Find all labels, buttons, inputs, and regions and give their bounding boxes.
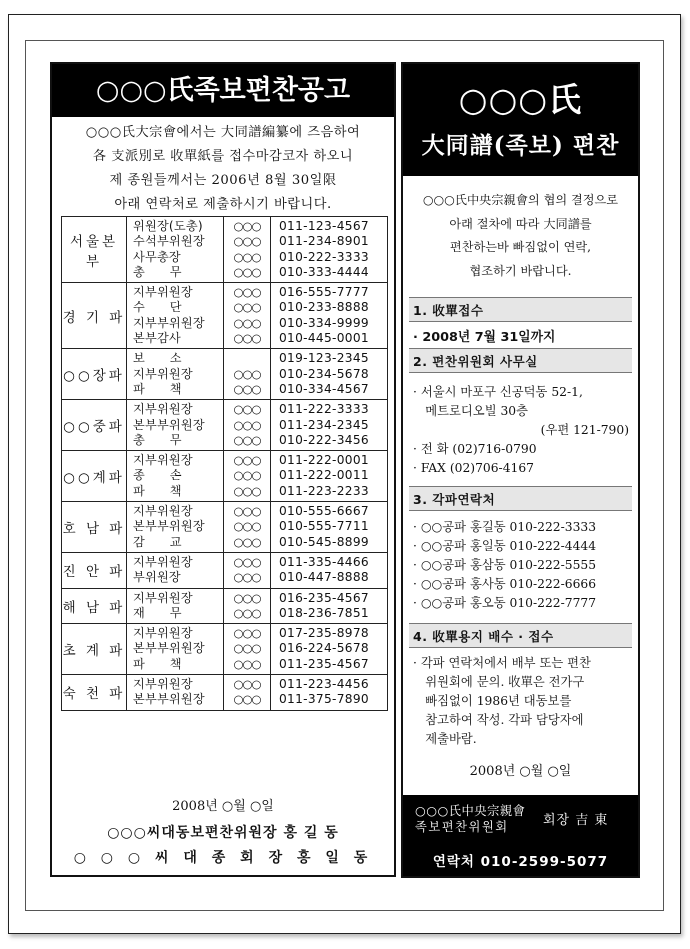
intro-line: ○○○氏大宗會에서는 大同譜編纂에 즈음하여 xyxy=(85,125,361,140)
section-line: 빠짐없이 1986년 대동보를 xyxy=(413,694,572,708)
region-cell: ○○중파 xyxy=(62,400,127,451)
name-line: ○○○ xyxy=(233,300,261,315)
names-cell xyxy=(224,675,271,711)
right-notice xyxy=(401,62,640,878)
role-line: 지부위원장 xyxy=(133,504,193,519)
name-line: ○○○ xyxy=(233,626,261,641)
section-line: 메트로디오빌 30층 xyxy=(413,404,529,418)
footer-org-2: 족보편찬위원회 xyxy=(415,820,509,834)
name-line: ○○○ xyxy=(233,641,261,656)
region-cell: 호 남 파 xyxy=(62,502,127,553)
left-notice xyxy=(50,62,396,877)
phone-line: 019-123-2345 xyxy=(279,351,369,366)
name-line: ○○○ xyxy=(233,249,261,264)
section-line: · ○○공파 홍삼동 010-222-5555 xyxy=(413,558,597,572)
table-row xyxy=(62,400,388,451)
name-line: ○○○ xyxy=(233,453,261,468)
table-row xyxy=(62,502,388,553)
phone-line: 011-123-4567 xyxy=(279,219,369,233)
roles-cell xyxy=(127,675,224,711)
phone-line: 016-555-7777 xyxy=(279,285,369,300)
role-line: 총 무 xyxy=(133,264,182,279)
roles-cell xyxy=(127,588,224,624)
section-line: · ○○공파 홍사동 010-222-6666 xyxy=(413,577,597,591)
region-cell: 경 기 파 xyxy=(62,283,127,349)
name-line: ○○○ xyxy=(233,381,261,396)
table-row xyxy=(62,552,388,588)
name-line: ○○○ xyxy=(233,219,261,233)
role-line: 본부부위원장 xyxy=(133,641,205,656)
phone-line: 010-334-9999 xyxy=(279,315,369,330)
section-line: · ○○공파 홍길동 010-222-3333 xyxy=(413,520,597,534)
contact-table xyxy=(61,216,388,711)
left-title: ○○○氏족보편찬공고 xyxy=(52,64,394,117)
role-line: 지부부위원장 xyxy=(133,315,205,330)
footer-org-1: ○○○氏中央宗親會 xyxy=(415,804,526,818)
right-intro xyxy=(403,189,638,283)
name-line: ○○○ xyxy=(233,402,261,417)
role-line: 총 무 xyxy=(133,432,182,447)
right-header-line-2: 大同譜(족보) 편찬 xyxy=(421,132,620,159)
table-row xyxy=(62,283,388,349)
intro-line: ○○○氏中央宗親會의 협의 결정으로 xyxy=(422,193,619,207)
region-cell: 진 안 파 xyxy=(62,552,127,588)
name-line: ○○○ xyxy=(233,417,261,432)
role-line: 지부위원장 xyxy=(133,453,193,468)
phone-line: 011-223-4456 xyxy=(279,677,369,692)
name-line: ○○○ xyxy=(233,264,261,279)
section-body xyxy=(413,383,635,478)
names-cell xyxy=(224,451,271,502)
intro-line: 아래 연락처로 제출하시기 바랍니다. xyxy=(114,197,332,212)
phone-line: 011-335-4466 xyxy=(279,554,369,569)
phones-cell xyxy=(271,588,388,624)
role-line: 본부부위원장 xyxy=(133,692,205,707)
names-cell xyxy=(224,502,271,553)
table-row xyxy=(62,217,388,283)
role-line: 사무총장 xyxy=(133,249,181,264)
role-line: 파 책 xyxy=(133,483,182,498)
role-line: 감 교 xyxy=(133,534,182,549)
names-cell xyxy=(224,217,271,283)
role-line: 본부부위원장 xyxy=(133,417,205,432)
right-date: 2008년 ○월 ○일 xyxy=(469,764,572,779)
phone-line: 010-545-8899 xyxy=(279,534,369,549)
phone-line: 010-555-7711 xyxy=(279,519,369,534)
role-line: 지부위원장 xyxy=(133,366,193,381)
name-line: ○○○ xyxy=(233,234,261,249)
role-line: 지부위원장 xyxy=(133,402,193,417)
section-title: 3. 각파연락처 xyxy=(409,486,632,511)
region-cell: ○○계파 xyxy=(62,451,127,502)
name-line: ○○○ xyxy=(233,366,261,381)
section-line: 제출바람. xyxy=(413,732,477,746)
intro-line: 아래 절차에 따라 大同譜를 xyxy=(449,216,592,231)
region-cell: ○○장파 xyxy=(62,349,127,400)
role-line: 보 소 xyxy=(133,351,182,366)
section-line: · 서울시 마포구 신공덕동 52-1, xyxy=(413,385,583,399)
phones-cell xyxy=(271,675,388,711)
role-line: 지부위원장 xyxy=(133,590,193,605)
name-line: ○○○ xyxy=(233,432,261,447)
name-line: ○○○ xyxy=(233,315,261,330)
section-line: · 전 화 (02)716-0790 xyxy=(413,442,537,456)
phone-line: 011-234-2345 xyxy=(279,417,369,432)
role-line: 파 책 xyxy=(133,381,182,396)
region-cell: 숙 천 파 xyxy=(62,675,127,711)
phones-cell xyxy=(271,283,388,349)
section-title: 2. 편찬위원회 사무실 xyxy=(409,348,632,373)
right-header xyxy=(403,64,638,176)
phone-line: 010-233-8888 xyxy=(279,300,369,315)
roles-cell xyxy=(127,451,224,502)
roles-cell xyxy=(127,400,224,451)
phones-cell xyxy=(271,502,388,553)
name-line: ○○○ xyxy=(233,605,261,620)
name-line: ○○○ xyxy=(233,590,261,605)
names-cell xyxy=(224,283,271,349)
section-title: 4. 收單용지 배수 · 접수 xyxy=(409,623,632,648)
names-cell xyxy=(224,624,271,675)
intro-line: 협조하기 바랍니다. xyxy=(469,263,572,278)
name-line: ○○○ xyxy=(233,519,261,534)
section-line: · 2008년 7월 31일까지 xyxy=(413,330,556,345)
left-intro xyxy=(52,121,394,217)
phones-cell xyxy=(271,349,388,400)
intro-line: 편찬하는바 빠짐없이 연락, xyxy=(449,240,592,254)
name-line xyxy=(224,351,270,366)
table-row xyxy=(62,624,388,675)
role-line: 수석부위원장 xyxy=(133,234,205,249)
role-line: 위원장(도총) xyxy=(133,219,203,233)
role-line: 파 책 xyxy=(133,656,182,671)
section-body xyxy=(413,654,635,749)
names-cell xyxy=(224,552,271,588)
footer-chair: 회장 吉 東 xyxy=(543,813,609,828)
phone-line: 016-235-4567 xyxy=(279,590,369,605)
names-cell xyxy=(224,588,271,624)
name-line: ○○○ xyxy=(233,285,261,300)
names-cell xyxy=(224,349,271,400)
phones-cell xyxy=(271,400,388,451)
name-line: ○○○ xyxy=(233,483,261,498)
name-line: ○○○ xyxy=(233,570,261,585)
footer-contact: 연락처 010-2599-5077 xyxy=(432,854,609,870)
phone-line: 011-234-8901 xyxy=(279,234,369,249)
table-row xyxy=(62,349,388,400)
role-line: 재 무 xyxy=(133,605,182,620)
region-cell: 해 남 파 xyxy=(62,588,127,624)
phone-line: 010-234-5678 xyxy=(279,366,369,381)
name-line: ○○○ xyxy=(233,677,261,692)
phone-line: 010-445-0001 xyxy=(279,331,369,346)
roles-cell xyxy=(127,502,224,553)
phone-line: 010-447-8888 xyxy=(279,570,369,585)
role-line: 지부위원장 xyxy=(133,554,193,569)
phones-cell xyxy=(271,217,388,283)
roles-cell xyxy=(127,552,224,588)
phones-cell xyxy=(271,451,388,502)
section-title: 1. 收單접수 xyxy=(409,297,632,322)
right-footer xyxy=(403,795,638,876)
names-cell xyxy=(224,400,271,451)
phone-line: 016-224-5678 xyxy=(279,641,369,656)
right-header-line-1: ○○○氏 xyxy=(458,80,583,119)
phones-cell xyxy=(271,552,388,588)
phone-line: 011-235-4567 xyxy=(279,656,369,671)
roles-cell xyxy=(127,624,224,675)
role-line: 본부감사 xyxy=(133,331,181,346)
left-date: 2008년 ○월 ○일 xyxy=(172,799,274,814)
section-body xyxy=(413,518,635,613)
role-line: 지부위원장 xyxy=(133,626,193,641)
name-line: ○○○ xyxy=(233,534,261,549)
phone-line: 011-222-0011 xyxy=(279,468,369,483)
table-row xyxy=(62,675,388,711)
role-line: 부위원장 xyxy=(133,570,181,585)
section-line: · FAX (02)706-4167 xyxy=(413,461,534,475)
intro-line: 제 종원들께서는 2006년 8월 30일限 xyxy=(109,173,337,188)
name-line: ○○○ xyxy=(233,554,261,569)
intro-line: 各 支派別로 收單紙를 접수마감코자 하오니 xyxy=(92,149,354,164)
section-line: 위원회에 문의. 收單은 전가구 xyxy=(413,675,585,689)
phone-line: 010-333-4444 xyxy=(279,264,369,279)
phone-line: 010-555-6667 xyxy=(279,504,369,519)
name-line: ○○○ xyxy=(233,692,261,707)
phones-cell xyxy=(271,624,388,675)
role-line: 지부위원장 xyxy=(133,285,193,300)
name-line: ○○○ xyxy=(233,331,261,346)
role-line: 본부부위원장 xyxy=(133,519,205,534)
role-line: 지부위원장 xyxy=(133,677,193,692)
phone-line: 011-222-0001 xyxy=(279,453,369,468)
phone-line: 011-375-7890 xyxy=(279,692,369,707)
phone-line: 011-223-2233 xyxy=(279,483,369,498)
phone-line: 018-236-7851 xyxy=(279,605,369,620)
phone-line: 011-222-3333 xyxy=(279,402,369,417)
role-line: 종 손 xyxy=(133,468,182,483)
phone-line: 010-222-3456 xyxy=(279,432,369,447)
roles-cell xyxy=(127,217,224,283)
name-line: ○○○ xyxy=(233,656,261,671)
phone-line: 010-334-4567 xyxy=(279,381,369,396)
section-line: · ○○공파 홍오동 010-222-7777 xyxy=(413,596,597,610)
section-line: (우편 121-790) xyxy=(540,423,629,437)
roles-cell xyxy=(127,283,224,349)
name-line: ○○○ xyxy=(233,504,261,519)
phone-line: 017-235-8978 xyxy=(279,626,369,641)
table-row xyxy=(62,451,388,502)
phone-line: 010-222-3333 xyxy=(279,249,369,264)
left-signature-2: ○ ○ ○ 씨 대 종 회 장 홍 일 동 xyxy=(73,850,373,866)
region-cell: 서울본부 xyxy=(62,217,127,283)
section-line: 참고하여 작성. 각파 담당자에 xyxy=(413,713,584,727)
section-line: · 각파 연락처에서 배부 또는 편찬 xyxy=(413,656,591,670)
role-line: 수 단 xyxy=(133,300,182,315)
table-row xyxy=(62,588,388,624)
left-signature-1: ○○○씨대동보편찬위원장 홍 길 동 xyxy=(107,825,339,841)
region-cell: 초 계 파 xyxy=(62,624,127,675)
name-line: ○○○ xyxy=(233,468,261,483)
roles-cell xyxy=(127,349,224,400)
section-line: · ○○공파 홍일동 010-222-4444 xyxy=(413,539,597,553)
